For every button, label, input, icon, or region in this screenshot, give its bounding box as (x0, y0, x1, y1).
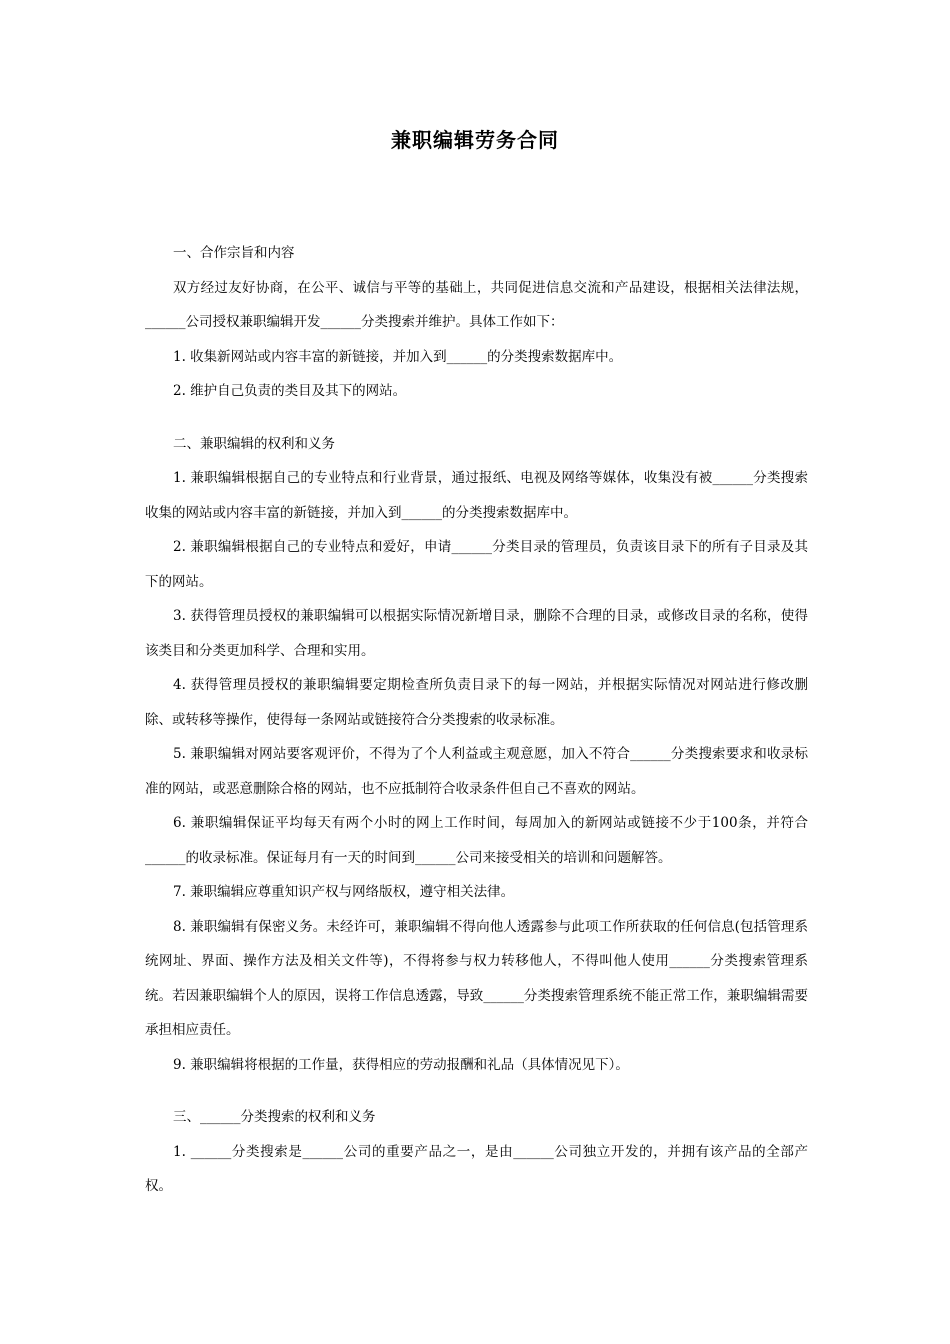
section-heading: 一、合作宗旨和内容 (173, 245, 295, 261)
section-heading: 二、兼职编辑的权利和义务 (173, 435, 335, 452)
paragraph: 3. 获得管理员授权的兼职编辑可以根据实际情况新增目录，删除不合理的目录，或修改目录的名称，使得该类目和分类更加科学、合理和实用。 (145, 608, 808, 659)
section-gap (145, 1082, 808, 1100)
document-body (145, 236, 808, 1204)
paragraph: 7. 兼职编辑应尊重知识产权与网络版权，遵守相关法律。 (173, 884, 515, 900)
paragraph: 双方经过友好协商，在公平、诚信与平等的基础上，共同促进信息交流和产品建设，根据相关法律法规，______公司授权兼职编辑开发______分类搜索并维护。具体工作如下： (145, 279, 808, 330)
paragraph: 6. 兼职编辑保证平均每天有两个小时的网上工作时间，每周加入的新网站或链接不少于100条，并符合______的收录标准。保证每月有一天的时间到______公司来接受相关的培训和问题解答。 (145, 815, 808, 866)
section-3 (145, 1100, 808, 1204)
paragraph: 4. 获得管理员授权的兼职编辑要定期检查所负责目录下的每一网站，并根据实际情况对网站进行修改删除、或转移等操作，使得每一条网站或链接符合分类搜索的收录标准。 (145, 677, 808, 728)
paragraph: 9. 兼职编辑将根据的工作量，获得相应的劳动报酬和礼品（具体情况见下）。 (173, 1056, 629, 1073)
paragraph: 5. 兼职编辑对网站要客观评价，不得为了个人利益或主观意愿，加入不符合______分类搜索要求和收录标准的网站，或恶意删除合格的网站，也不应抵制符合收录条件但自己不喜欢的网站。 (145, 746, 808, 797)
section-2 (145, 427, 808, 1083)
paragraph: 1. 收集新网站或内容丰富的新链接，并加入到______的分类搜索数据库中。 (173, 348, 623, 365)
paragraph: 1. 兼职编辑根据自己的专业特点和行业背景，通过报纸、电视及网络等媒体，收集没有被______分类搜索收集的网站或内容丰富的新链接，并加入到______的分类搜索数据库中。 (145, 470, 808, 521)
section-heading: 三、______分类搜索的权利和义务 (173, 1109, 376, 1125)
paragraph: 8. 兼职编辑有保密义务。未经许可，兼职编辑不得向他人透露参与此项工作所获取的任何信息(包括管理系统网址、界面、操作方法及相关文件等)，不得将参与权力转移他人，不得叫他人使用______分类搜索管理系统。若因兼职编辑个人的原因，误将工作信息透露，导致______分类搜索管理系统不能正常工作，兼职编辑需要承担相应责任。 (145, 918, 808, 1038)
paragraph: 1. ______分类搜索是______公司的重要产品之一，是由______公司独立开发的，并拥有该产品的全部产权。 (145, 1143, 808, 1194)
paragraph: 2. 兼职编辑根据自己的专业特点和爱好，申请______分类目录的管理员，负责该目录下的所有子目录及其下的网站。 (145, 539, 808, 590)
section-gap (145, 409, 808, 427)
section-1 (145, 236, 808, 409)
document-title: 兼职编辑劳务合同 (391, 128, 559, 152)
paragraph: 2. 维护自己负责的类目及其下的网站。 (173, 383, 407, 399)
